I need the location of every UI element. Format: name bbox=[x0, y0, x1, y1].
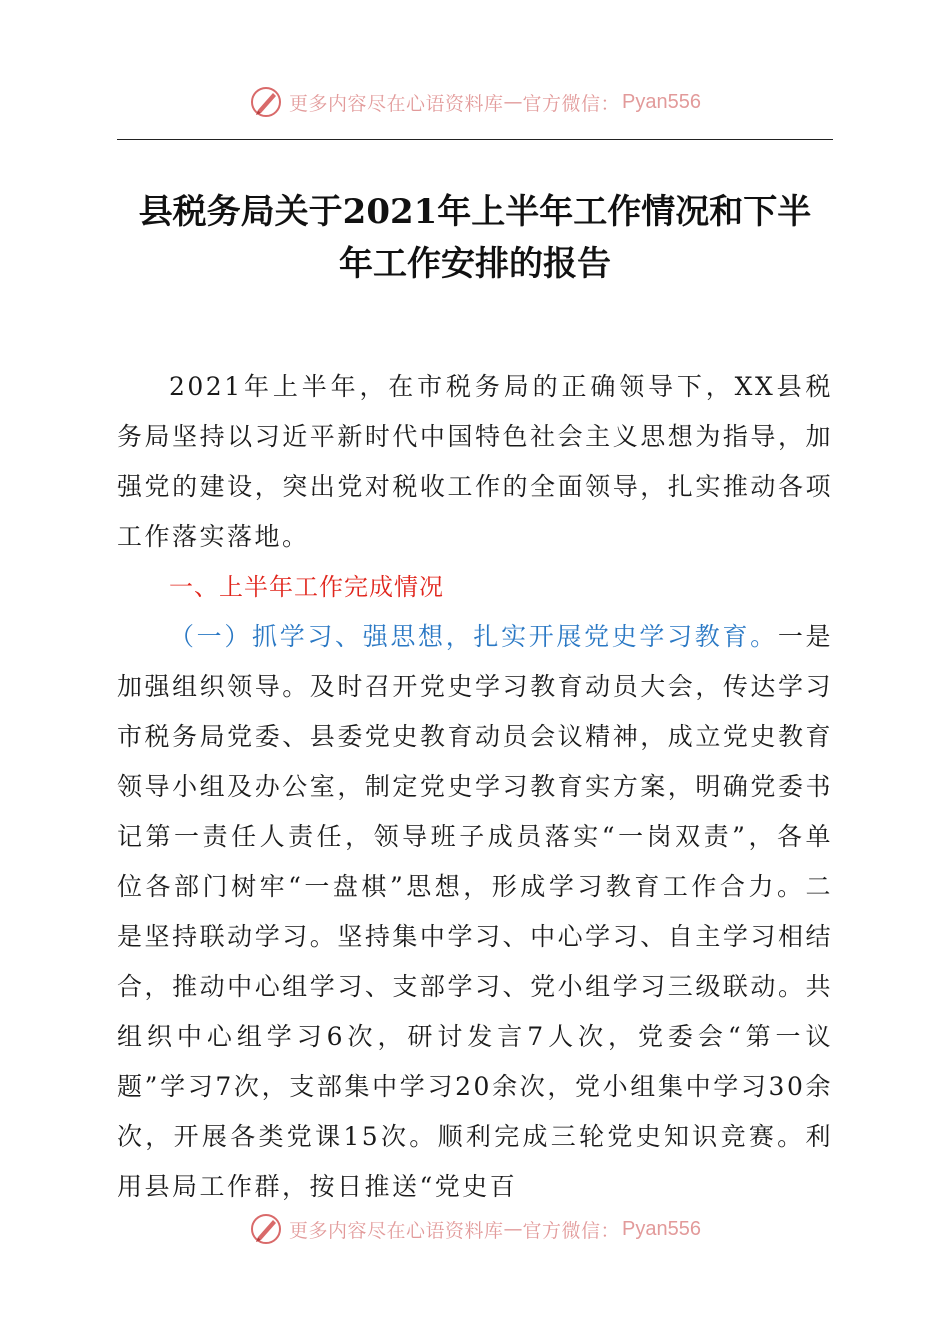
pen-logo-icon bbox=[249, 1212, 283, 1246]
header-divider bbox=[117, 139, 833, 140]
watermark-text: 更多内容尽在心语资料库 bbox=[289, 1219, 504, 1242]
title-line-2: 年工作安排的报告 bbox=[339, 244, 611, 284]
watermark-text: 更多内容尽在心语资料库 bbox=[289, 92, 504, 115]
watermark-separator: — bbox=[503, 1218, 523, 1240]
title-line-1: 县税务局关于2021年上半年工作情况和下半 bbox=[138, 192, 812, 232]
subsection-paragraph bbox=[117, 612, 833, 1212]
subsection-body: 一是加强组织领导。及时召开党史学习教育动员大会，传达学习市税务局党委、县委党史教育动员会议精神，成立党史教育领导小组及办公室，制定党史学习教育实方案，明确党委书记第一责任人责任，领导班子成员落实“一岗双责”，各单位各部门树牢“一盘棋”思想，形成学习教育工作合力。二是坚持联动学习。坚持集中学习、中心学习、自主学习相结合，推动中心组学习、支部学习、党小组学习三级联动。共组织中心组学习6次，研讨发言7人次，党委会“第一议题”学习7次，支部集中学习20余次，党小组集中学习30余次，开展各类党课15次。顺利完成三轮党史知识竞赛。利用县局工作群，按日推送“党史百 bbox=[117, 622, 833, 1201]
watermark-wechat-id: Pyan556 bbox=[622, 90, 701, 113]
watermark-wechat-id: Pyan556 bbox=[622, 1217, 701, 1240]
subsection-heading: （一）抓学习、强思想，扎实开展党史学习教育。 bbox=[169, 622, 778, 651]
footer-watermark bbox=[0, 1209, 950, 1249]
document-title bbox=[117, 186, 833, 290]
pen-logo-icon bbox=[249, 85, 283, 119]
intro-paragraph: 2021年上半年，在市税务局的正确领导下，XX县税务局坚持以习近平新时代中国特色社会主义思想为指导，加强党的建设，突出党对税收工作的全面领导，扎实推动各项工作落实落地。 bbox=[117, 372, 833, 551]
watermark-wechat-label: 官方微信： bbox=[522, 1219, 621, 1242]
watermark-separator: — bbox=[503, 91, 523, 113]
header-watermark bbox=[0, 82, 950, 122]
document-body bbox=[117, 362, 833, 1212]
watermark-wechat-label: 官方微信： bbox=[522, 92, 621, 115]
section-heading: 一、上半年工作完成情况 bbox=[169, 573, 444, 601]
